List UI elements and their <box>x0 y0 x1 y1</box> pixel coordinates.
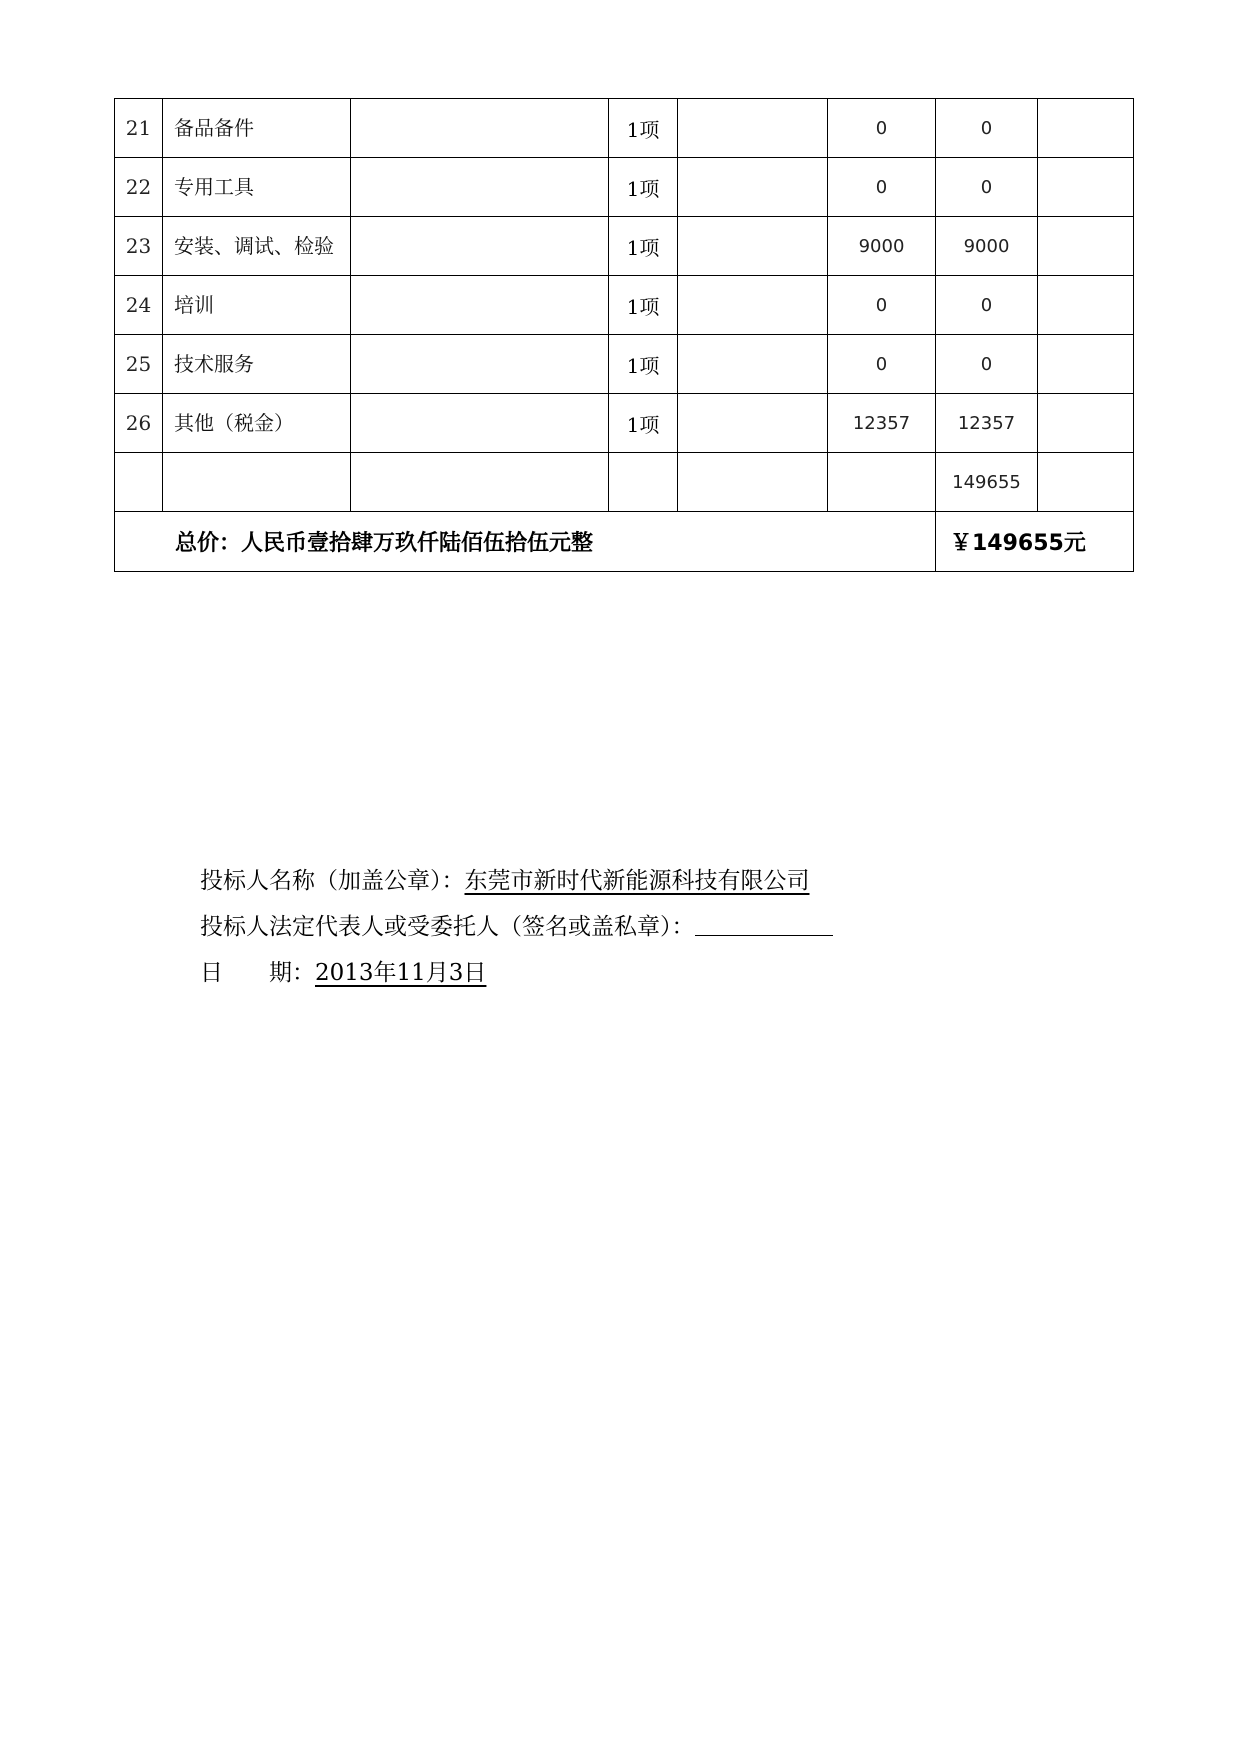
cell-brand <box>678 394 828 453</box>
cell-unit-price: 12357 <box>828 394 936 453</box>
cell-number: 25 <box>115 335 163 394</box>
cell-quantity: 1项 <box>609 394 678 453</box>
table-row <box>115 394 1134 453</box>
table-row <box>115 217 1134 276</box>
quotation-table <box>114 98 1134 572</box>
cell-total: 0 <box>936 99 1038 158</box>
cell-number: 26 <box>115 394 163 453</box>
cell-unit-price: 0 <box>828 99 936 158</box>
signature-blank <box>695 909 833 936</box>
cell-item-name: 培训 <box>163 276 351 335</box>
cell-spec <box>351 276 609 335</box>
cell-item-name: 安装、调试、检验 <box>163 217 351 276</box>
cell-unit-price: 0 <box>828 335 936 394</box>
cell-quantity: 1项 <box>609 158 678 217</box>
cell-spec <box>351 335 609 394</box>
cell-number: 24 <box>115 276 163 335</box>
cell-item-name: 备品备件 <box>163 99 351 158</box>
cell-unit-price <box>828 453 936 512</box>
cell-total: 0 <box>936 276 1038 335</box>
cell-quantity: 1项 <box>609 217 678 276</box>
table-row <box>115 99 1134 158</box>
cell-item-name: 专用工具 <box>163 158 351 217</box>
cell-brand <box>678 335 828 394</box>
cell-total: 149655 <box>936 453 1038 512</box>
cell-spec <box>351 99 609 158</box>
cell-brand <box>678 217 828 276</box>
cell-quantity: 1项 <box>609 99 678 158</box>
cell-remark <box>1038 99 1134 158</box>
bidder-name-label: 投标人名称（加盖公章）： <box>200 868 465 894</box>
cell-remark <box>1038 276 1134 335</box>
cell-brand <box>678 158 828 217</box>
table-row <box>115 276 1134 335</box>
bidder-name-value: 东莞市新时代新能源科技有限公司 <box>464 868 810 894</box>
date-value: 2013年11月3日 <box>315 960 487 986</box>
cell-total: 9000 <box>936 217 1038 276</box>
table-row <box>115 335 1134 394</box>
cell-total: 12357 <box>936 394 1038 453</box>
representative-label: 投标人法定代表人或受委托人（签名或盖私章）： <box>200 914 695 940</box>
cell-brand <box>678 276 828 335</box>
bidder-name-line <box>200 858 833 904</box>
cell-number: 21 <box>115 99 163 158</box>
cell-number: 22 <box>115 158 163 217</box>
cell-total: 0 <box>936 335 1038 394</box>
signature-block <box>200 858 833 996</box>
cell-number <box>115 453 163 512</box>
date-label: 日 期： <box>200 960 315 986</box>
cell-brand <box>678 99 828 158</box>
cell-quantity: 1项 <box>609 335 678 394</box>
cell-brand <box>678 453 828 512</box>
total-price-amount: ￥149655元 <box>936 512 1134 572</box>
cell-remark <box>1038 335 1134 394</box>
cell-remark <box>1038 217 1134 276</box>
cell-number: 23 <box>115 217 163 276</box>
cell-unit-price: 0 <box>828 158 936 217</box>
cell-item-name: 技术服务 <box>163 335 351 394</box>
cell-spec <box>351 394 609 453</box>
cell-spec <box>351 217 609 276</box>
representative-line <box>200 904 833 950</box>
table-row <box>115 158 1134 217</box>
cell-unit-price: 9000 <box>828 217 936 276</box>
cell-total: 0 <box>936 158 1038 217</box>
cell-remark <box>1038 394 1134 453</box>
cell-item-name <box>163 453 351 512</box>
cell-unit-price: 0 <box>828 276 936 335</box>
cell-spec <box>351 158 609 217</box>
cell-quantity: 1项 <box>609 276 678 335</box>
date-line <box>200 950 833 996</box>
cell-quantity <box>609 453 678 512</box>
cell-item-name: 其他（税金） <box>163 394 351 453</box>
table-body <box>115 99 1134 572</box>
total-row <box>115 512 1134 572</box>
total-price-text: 总价：人民币壹拾肆万玖仟陆佰伍拾伍元整 <box>115 512 936 572</box>
cell-remark <box>1038 453 1134 512</box>
cell-remark <box>1038 158 1134 217</box>
table-row <box>115 453 1134 512</box>
cell-spec <box>351 453 609 512</box>
